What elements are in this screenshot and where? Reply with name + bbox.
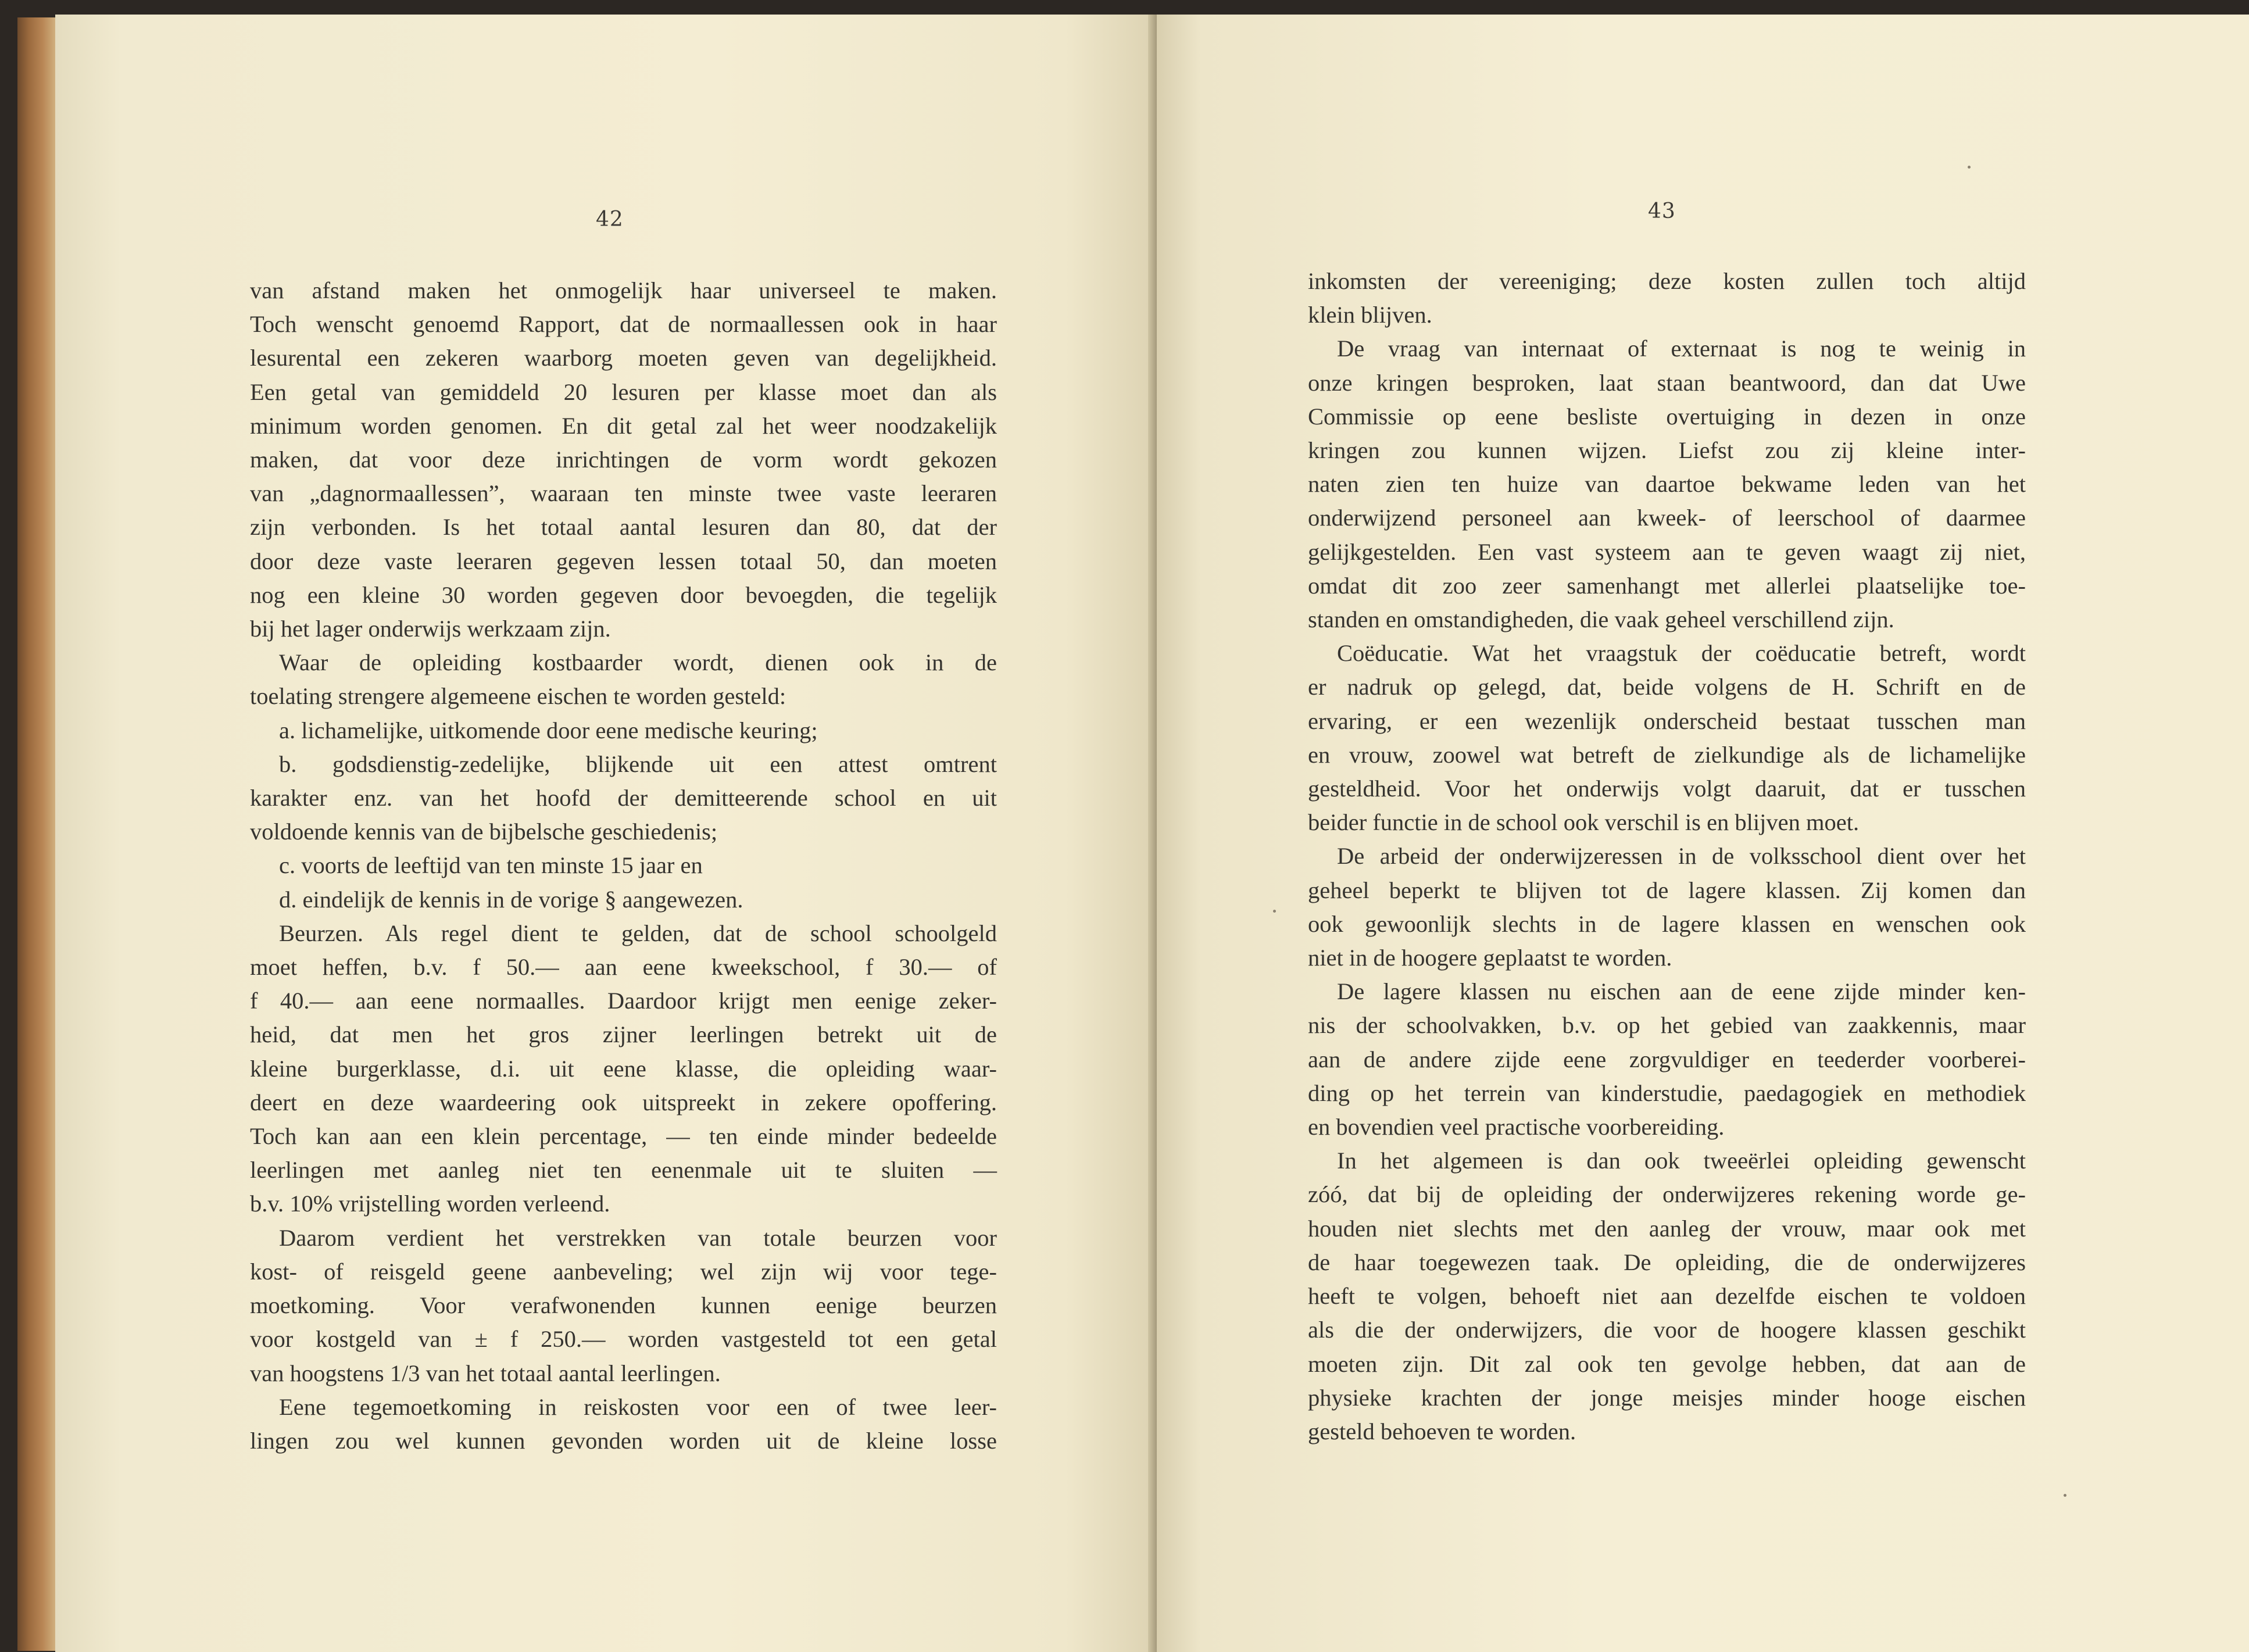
text-line: Toch wenscht genoemd Rapport, dat de normaallessen ook in haar	[250, 311, 997, 338]
text-line: toelating strengere algemeene eischen te worden gesteld:	[250, 683, 786, 710]
text-line: zóó, dat bij de opleiding der onderwijzeres rekening worde ge-	[1308, 1181, 2026, 1208]
text-line: heeft te volgen, behoeft niet aan dezelfde eischen te voldoen	[1308, 1283, 2026, 1310]
text-line: heid, dat men het gros zijner leerlingen betrekt uit de	[250, 1021, 997, 1048]
text-line: karakter enz. van het hoofd der demitteerende school en uit	[250, 785, 997, 811]
right-page-text	[1308, 264, 2026, 1449]
text-line: van „dagnormaallessen”, waaraan ten minste twee vaste leeraren	[250, 480, 997, 507]
text-line: De lagere klassen nu eischen aan de eene zijde minder ken-	[1337, 978, 2026, 1005]
text-line: standen en omstandigheden, die vaak geheel verschillend zijn.	[1308, 606, 1894, 633]
text-line: ding op het terrein van kinderstudie, paedagogiek en methodiek	[1308, 1079, 2026, 1106]
text-line: kleine burgerklasse, d.i. uit eene klasse, die opleiding waar-	[250, 1055, 997, 1082]
text-line: gesteld behoeven te worden.	[1308, 1418, 1576, 1444]
text-line: en vrouw, zoowel wat betreft de zielkundige als de lichamelijke	[1308, 741, 2026, 768]
text-line: b.v. 10% vrijstelling worden verleend.	[250, 1190, 610, 1217]
left-page-text	[250, 274, 997, 1458]
text-line: nis der schoolvakken, b.v. op het gebied van zaakkennis, maar	[1308, 1012, 2026, 1039]
text-line: beider functie in de school ook verschil is en blijven moet.	[1308, 809, 1860, 836]
text-line: Beurzen. Als regel dient te gelden, dat de school schoolgeld	[279, 920, 997, 946]
text-line: Daarom verdient het verstrekken van totale beurzen voor	[279, 1224, 997, 1251]
text-line: Toch kan aan een klein percentage, — ten einde minder bedeelde	[250, 1123, 997, 1150]
text-line: d. eindelijk de kennis in de vorige § aangewezen.	[279, 886, 743, 913]
text-line: deert en deze waardeering ook uitspreekt in zekere opoffering.	[250, 1089, 997, 1115]
page-number-right: 43	[1648, 199, 1676, 223]
text-line: b. godsdienstig-zedelijke, blijkende uit een attest omtrent	[279, 750, 997, 777]
text-line: door deze vaste leeraren gegeven lessen totaal 50, dan moeten	[250, 548, 997, 574]
text-line: nog een kleine 30 worden gegeven door bevoegden, die tegelijk	[250, 581, 997, 608]
text-line: minimum worden genomen. En dit getal zal het weer noodzakelijk	[250, 412, 997, 439]
text-line: gelijkgestelden. Een vast systeem aan te geven waagt zij niet,	[1308, 538, 2026, 565]
text-line: ervaring, er een wezenlijk onderscheid bestaat tusschen man	[1308, 707, 2026, 734]
text-line: Coëducatie. Wat het vraagstuk der coëducatie betreft, wordt	[1337, 640, 2026, 667]
text-line: Een getal van gemiddeld 20 lesuren per klasse moet dan als	[250, 378, 997, 405]
text-line: de haar toegewezen taak. De opleiding, die de onderwijzeres	[1308, 1249, 2026, 1275]
right-page	[1157, 15, 2249, 1652]
text-line: omdat dit zoo zeer samenhangt met allerlei plaatselijke toe-	[1308, 572, 2026, 599]
text-line: bij het lager onderwijs werkzaam zijn.	[250, 616, 611, 642]
text-line: Commissie op eene besliste overtuiging in dezen in onze	[1308, 403, 2026, 430]
text-line: inkomsten der vereeniging; deze kosten zullen toch altijd	[1308, 268, 2026, 294]
text-line: leerlingen met aanleg niet ten eenenmale uit te sluiten —	[250, 1157, 997, 1183]
text-line: voldoende kennis van de bijbelsche geschiedenis;	[250, 818, 718, 845]
text-line: geheel beperkt te blijven tot de lagere klassen. Zij komen dan	[1308, 877, 2026, 903]
text-line: lingen zou wel kunnen gevonden worden uit de kleine losse	[250, 1427, 997, 1454]
text-line: De arbeid der onderwijzeressen in de volksschool dient over het	[1337, 843, 2026, 870]
text-line: kringen zou kunnen wijzen. Liefst zou zij kleine inter-	[1308, 437, 2026, 464]
text-line: lesurental een zekeren waarborg moeten geven van degelijkheid.	[250, 345, 997, 371]
text-line: Waar de opleiding kostbaarder wordt, dienen ook in de	[279, 649, 997, 676]
text-line: er nadruk op gelegd, dat, beide volgens de H. Schrift en de	[1308, 674, 2026, 700]
text-line: f 40.— aan eene normaalles. Daardoor krijgt men eenige zeker-	[250, 988, 997, 1014]
paper-speck	[1273, 910, 1276, 913]
text-line: onze kringen besproken, laat staan beantwoord, dan dat Uwe	[1308, 369, 2026, 396]
text-line: gesteldheid. Voor het onderwijs volgt daaruit, dat er tusschen	[1308, 775, 2026, 802]
left-page	[55, 15, 1154, 1652]
text-line: aan de andere zijde eene zorgvuldiger en teederder voorberei-	[1308, 1046, 2026, 1072]
text-line: niet in de hoogere geplaatst te worden.	[1308, 945, 1672, 971]
text-line: onderwijzend personeel aan kweek- of leerschool of daarmee	[1308, 505, 2026, 531]
page-number-left: 42	[596, 208, 624, 231]
text-line: naten zien ten huize van daartoe bekwame leden van het	[1308, 471, 2026, 498]
paper-speck	[2064, 1494, 2066, 1497]
text-line: van hoogstens 1/3 van het totaal aantal leerlingen.	[250, 1360, 721, 1386]
text-line: a. lichamelijke, uitkomende door eene medische keuring;	[279, 717, 818, 743]
text-line: moetkoming. Voor verafwonenden kunnen eenige beurzen	[250, 1292, 997, 1319]
text-line: van afstand maken het onmogelijk haar universeel te maken.	[250, 277, 997, 303]
text-line: physieke krachten der jonge meisjes minder hooge eischen	[1308, 1384, 2026, 1411]
text-line: maken, dat voor deze inrichtingen de vorm wordt gekozen	[250, 446, 997, 473]
text-line: In het algemeen is dan ook tweeërlei opleiding gewenscht	[1337, 1147, 2026, 1174]
paper-speck	[1968, 166, 1971, 169]
text-line: Eene tegemoetkoming in reiskosten voor een of twee leer-	[279, 1393, 997, 1420]
text-line: kost- of reisgeld geene aanbeveling; wel zijn wij voor tege-	[250, 1258, 997, 1285]
text-line: en bovendien veel practische voorbereiding.	[1308, 1114, 1725, 1140]
text-line: ook gewoonlijk slechts in de lagere klassen en wenschen ook	[1308, 910, 2026, 937]
text-line: c. voorts de leeftijd van ten minste 15 jaar en	[279, 852, 703, 879]
text-line: zijn verbonden. Is het totaal aantal lesuren dan 80, dat der	[250, 514, 997, 541]
text-line: als die der onderwijzers, die voor de hoogere klassen geschikt	[1308, 1317, 2026, 1343]
text-line: houden niet slechts met den aanleg der vrouw, maar ook met	[1308, 1215, 2026, 1242]
text-line: voor kostgeld van ± f 250.— worden vastgesteld tot een getal	[250, 1326, 997, 1353]
text-line: moeten zijn. Dit zal ook ten gevolge hebben, dat aan de	[1308, 1350, 2026, 1377]
text-line: moet heffen, b.v. f 50.— aan eene kweekschool, f 30.— of	[250, 954, 997, 981]
text-line: De vraag van internaat of externaat is nog te weinig in	[1337, 335, 2026, 362]
text-line: klein blijven.	[1308, 302, 1432, 328]
